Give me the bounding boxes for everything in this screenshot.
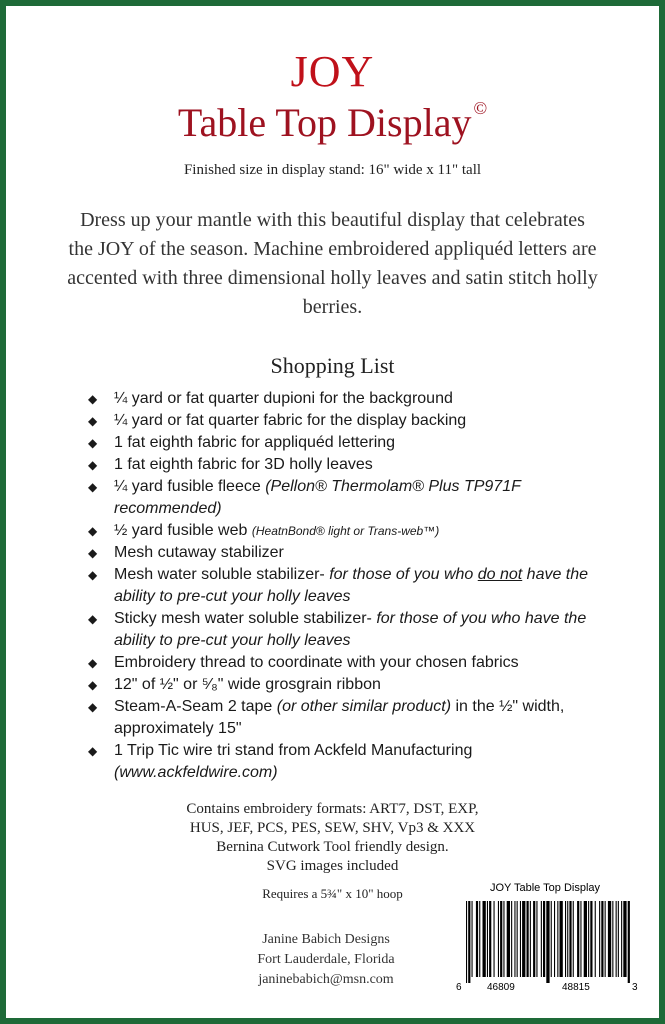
page-title <box>6 98 659 146</box>
barcode-icon <box>452 899 642 993</box>
barcode-title: JOY Table Top Display <box>489 882 601 894</box>
hoop-requirement: Requires a 5¾" x 10" hoop <box>262 886 403 901</box>
diamond-bullet-icon: ◆ <box>88 392 98 406</box>
list-item: ◆ ¼ yard or fat quarter dupioni for the background <box>88 388 608 410</box>
diamond-bullet-icon: ◆ <box>88 458 98 472</box>
designer-email: janinebabich@msn.com <box>258 972 394 987</box>
list-item: ◆ ¼ yard or fat quarter fabric for the display backing <box>88 410 608 432</box>
diamond-bullet-icon: ◆ <box>88 656 98 670</box>
title-main-text: Table Top Display <box>177 100 472 145</box>
list-item: ◆ Steam-A-Seam 2 tape (or other similar product) in the ½" width, approximately 15" <box>88 698 565 737</box>
diamond-bullet-icon: ◆ <box>88 436 98 450</box>
intro-paragraph: Dress up your mantle with this beautiful display that celebrates the JOY of the season. Machine embroidered appliquéd letters are accented with three dimensional holly leaves and satin stitch holly berries. <box>67 209 598 318</box>
embroidery-formats <box>6 800 659 876</box>
list-item: ◆ 1 Trip Tic wire tri stand from Ackfeld Manufacturing (www.ackfeldwire.com) <box>88 742 473 781</box>
diamond-bullet-icon: ◆ <box>88 546 98 560</box>
formats-line: Bernina Cutwork Tool friendly design. <box>216 839 449 855</box>
diamond-bullet-icon: ◆ <box>88 612 98 626</box>
list-item: ◆ Mesh cutaway stabilizer <box>88 542 608 564</box>
list-item: ◆ Embroidery thread to coordinate with your chosen fabrics <box>88 652 608 674</box>
designer-name: Janine Babich Designs <box>262 932 390 947</box>
barcode-group-1: 46809 <box>487 982 515 993</box>
title-joy: JOY <box>290 47 375 96</box>
diamond-bullet-icon: ◆ <box>88 414 98 428</box>
designer-location: Fort Lauderdale, Florida <box>257 952 395 967</box>
shopping-list <box>88 388 608 784</box>
diamond-bullet-icon: ◆ <box>88 524 98 538</box>
barcode-digit-left: 6 <box>456 982 462 993</box>
formats-line: HUS, JEF, PCS, PES, SEW, SHV, Vp3 & XXX <box>189 820 476 836</box>
list-item: ◆ 1 fat eighth fabric for appliquéd lettering <box>88 432 608 454</box>
barcode-group-2: 48815 <box>562 982 590 993</box>
diamond-bullet-icon: ◆ <box>88 480 98 494</box>
diamond-bullet-icon: ◆ <box>88 568 98 582</box>
diamond-bullet-icon: ◆ <box>88 678 98 692</box>
barcode-digit-right: 3 <box>632 982 638 993</box>
shopping-list-heading: Shopping List <box>270 353 395 378</box>
formats-line: Contains embroidery formats: ART7, DST, EXP, <box>186 801 479 817</box>
finished-size: Finished size in display stand: 16" wide x 11" tall <box>183 162 482 178</box>
list-item: ◆ ¼ yard fusible fleece (Pellon® Thermolam® Plus TP971F recommended) <box>88 478 521 517</box>
diamond-bullet-icon: ◆ <box>88 700 98 714</box>
diamond-bullet-icon: ◆ <box>88 744 98 758</box>
designer-info <box>226 930 426 990</box>
list-item: ◆ ½ yard fusible web (HeatnBond® light or Trans-web™) <box>88 520 608 542</box>
list-item: ◆ Sticky mesh water soluble stabilizer- for those of you who have the ability to pre-cut your holly leaves <box>88 610 587 649</box>
list-item: ◆ 1 fat eighth fabric for 3D holly leaves <box>88 454 608 476</box>
formats-line: SVG images included <box>266 858 399 874</box>
list-item: ◆ Mesh water soluble stabilizer- for those of you who do not have the ability to pre-cut your holly leaves <box>88 566 589 605</box>
list-item: ◆ 12" of ½" or ⁵⁄₈" wide grosgrain ribbon <box>88 674 608 696</box>
copyright-mark: © <box>473 98 488 118</box>
